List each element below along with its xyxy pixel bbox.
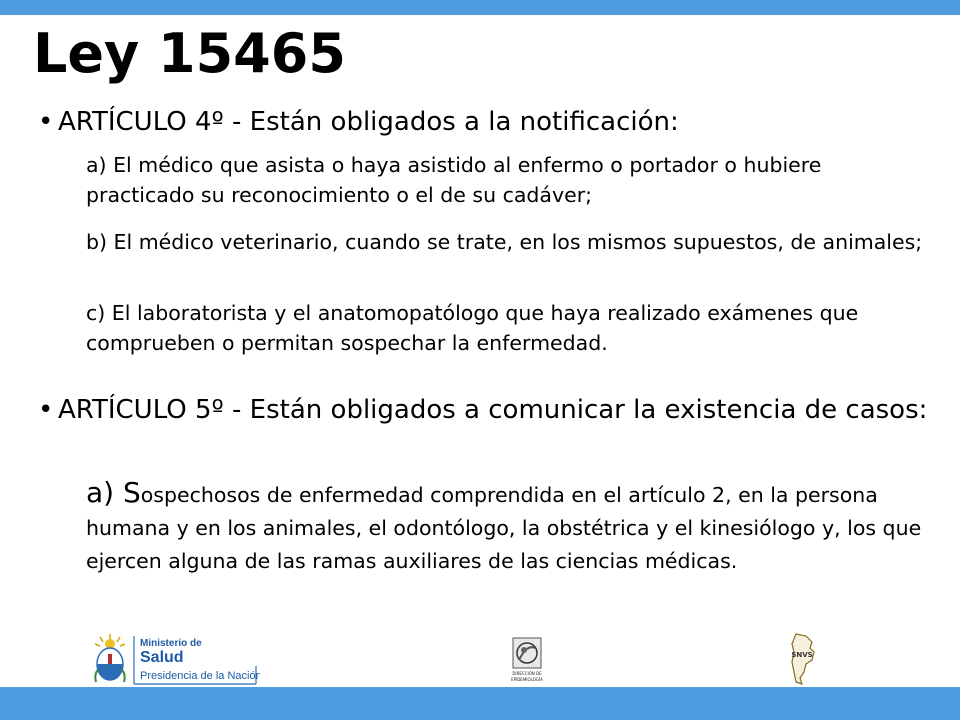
article-5-text: ARTÍCULO 5º - Están obligados a comunicar la existencia de casos: <box>58 395 928 425</box>
snvs-label: SNVS <box>791 651 813 659</box>
epidemiologia-line1: DIRECCIÓN DE <box>512 671 542 676</box>
snvs-logo <box>782 632 822 686</box>
ministerio-line2: Salud <box>140 649 184 666</box>
epidemiologia-logo <box>505 636 549 686</box>
article-4-item-c: c) El laboratorista y el anatomopatólogo que haya realizado exámenes que comprueben o permitan sospechar la enfermedad. <box>86 301 859 355</box>
epidemiologia-line2: EPIDEMIOLOGÍA <box>511 677 543 682</box>
article-5-item-lead: a) S <box>86 476 141 509</box>
bullet: • <box>38 395 54 425</box>
argentina-coat-of-arms-icon <box>90 630 260 686</box>
article-4-heading <box>38 106 928 138</box>
bullet: • <box>38 107 54 137</box>
top-band <box>0 0 960 15</box>
slide-title: Ley 15465 <box>33 22 346 85</box>
bottom-band <box>0 687 960 720</box>
article-5-item-a <box>86 476 936 578</box>
article-4-item-a: a) El médico que asista o haya asistido al enfermo o portador o hubiere practicado su reconocimiento o el de su cadáver; <box>86 153 822 207</box>
article-4-item-b: b) El médico veterinario, cuando se trate, en los mismos supuestos, de animales; <box>86 230 923 254</box>
ministerio-salud-logo <box>90 630 260 686</box>
epidemiology-emblem-icon <box>505 636 549 686</box>
article-5-item-text: ospechosos de enfermedad comprendida en el artículo 2, en la persona humana y en los animales, el odontólogo, la obstétrica y el kinesiólogo y, los que ejercen alguna de las ramas auxiliares de las ciencias médicas. <box>86 483 922 573</box>
ministerio-line3: Presidencia de la Nación <box>140 670 260 682</box>
article-4-text: ARTÍCULO 4º - Están obligados a la notificación: <box>58 107 679 137</box>
argentina-map-icon <box>782 632 822 686</box>
article-5-heading <box>38 394 928 426</box>
ministerio-line1: Ministerio de <box>140 638 202 649</box>
